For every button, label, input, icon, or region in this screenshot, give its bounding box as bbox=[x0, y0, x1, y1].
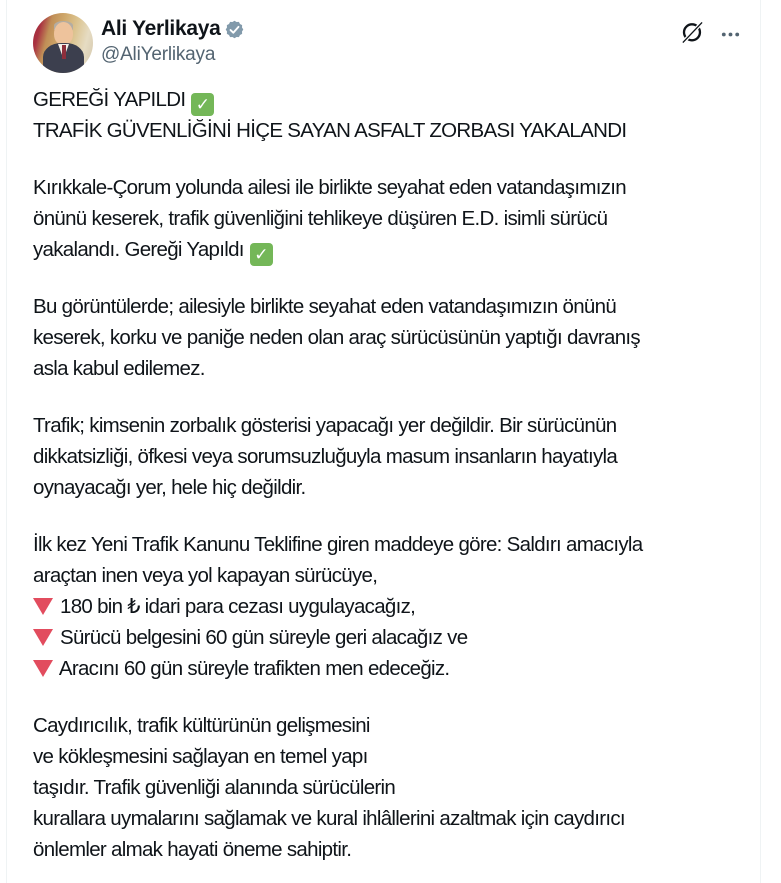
avatar[interactable] bbox=[33, 13, 93, 73]
tweet-text: GEREĞİ YAPILDI bbox=[33, 88, 191, 111]
avatar-face bbox=[54, 22, 73, 45]
tweet-line bbox=[33, 441, 742, 472]
tweet-paragraph bbox=[33, 172, 742, 265]
tweet-line bbox=[33, 710, 742, 741]
tweet-line bbox=[33, 410, 742, 441]
tweet-text: yakalandı. Gereği Yapıldı bbox=[33, 238, 249, 261]
tweet-line bbox=[33, 172, 742, 203]
tweet-line bbox=[33, 622, 742, 653]
user-handle[interactable]: @AliYerlikaya bbox=[101, 44, 216, 65]
tweet-line bbox=[33, 234, 742, 265]
tweet-text: ve kökleşmesini sağlayan en temel yapı bbox=[33, 745, 368, 768]
tweet-text: dikkatsizliği, öfkesi veya sorumsuzluğuyla masum insanların hayatıyla bbox=[33, 445, 618, 468]
tweet-text: taşıdır. Trafik güvenliği alanında sürücülerin bbox=[33, 776, 396, 799]
tweet-text: Trafik; kimsenin zorbalık gösterisi yapacağı yer değildir. Bir sürücünün bbox=[33, 414, 617, 437]
tweet-card bbox=[6, 0, 761, 883]
red-triangle-emoji bbox=[33, 598, 53, 615]
tweet-line bbox=[33, 203, 742, 234]
tweet-line bbox=[33, 322, 742, 353]
header-actions bbox=[679, 13, 742, 46]
tweet-text: asla kabul edilemez. bbox=[33, 357, 205, 380]
tweet-line bbox=[33, 741, 742, 772]
tweet-text: Bu görüntülerde; ailesiyle birlikte seyahat eden vatandaşımızın önünü bbox=[33, 295, 617, 318]
tweet-text: oynayacağı yer, hele hiç değildir. bbox=[33, 476, 306, 499]
tweet-paragraph bbox=[33, 291, 742, 384]
red-triangle-emoji bbox=[33, 660, 53, 677]
avatar-tie bbox=[62, 45, 66, 59]
tweet-text: önlemler almak hayati öneme sahiptir. bbox=[33, 838, 352, 861]
tweet-paragraph bbox=[33, 529, 742, 684]
tweet-text: önünü keserek, trafik güvenliğini tehlikeye düşüren E.D. isimli sürücü bbox=[33, 207, 608, 230]
tweet-text: kurallara uymalarını sağlamak ve kural ihlâllerini azaltmak için caydırıcı bbox=[33, 807, 625, 830]
tweet-line bbox=[33, 529, 742, 560]
display-name[interactable]: Ali Yerlikaya bbox=[101, 17, 221, 40]
tweet-line bbox=[33, 84, 742, 115]
tweet-text: İlk kez Yeni Trafik Kanunu Teklifine giren maddeye göre: Saldırı amacıyla bbox=[33, 533, 643, 556]
tweet-text: araçtan inen veya yol kapayan sürücüye, bbox=[33, 564, 378, 587]
user-identity bbox=[101, 13, 244, 66]
tweet-line bbox=[33, 653, 742, 684]
grok-icon[interactable] bbox=[679, 20, 704, 45]
verified-badge-icon bbox=[225, 20, 244, 39]
tweet-line bbox=[33, 353, 742, 384]
tweet-paragraph bbox=[33, 84, 742, 146]
red-triangle-emoji bbox=[33, 629, 53, 646]
tweet-line bbox=[33, 291, 742, 322]
tweet-paragraph bbox=[33, 710, 742, 865]
tweet-text: TRAFİK GÜVENLİĞİNİ HİÇE SAYAN ASFALT ZORBASI YAKALANDI bbox=[33, 119, 627, 142]
tweet-text: keserek, korku ve paniğe neden olan araç sürücüsünün yaptığı davranış bbox=[33, 326, 640, 349]
tweet-paragraph bbox=[33, 410, 742, 503]
tweet-text: Aracını 60 gün süreyle trafikten men edeceğiz. bbox=[55, 657, 450, 680]
tweet-text: 180 bin ₺ idari para cezası uygulayacağız, bbox=[55, 595, 416, 618]
tweet-text: Caydırıcılık, trafik kültürünün gelişmesini bbox=[33, 714, 370, 737]
tweet-line bbox=[33, 803, 742, 834]
tweet-body bbox=[33, 84, 742, 865]
check-emoji bbox=[250, 243, 273, 266]
tweet-text: Sürücü belgesini 60 gün süreyle geri alacağız ve bbox=[55, 626, 468, 649]
tweet-line bbox=[33, 834, 742, 865]
tweet-line bbox=[33, 591, 742, 622]
tweet-line bbox=[33, 560, 742, 591]
tweet-header bbox=[33, 13, 742, 73]
tweet-line bbox=[33, 115, 742, 146]
check-emoji bbox=[191, 93, 214, 116]
tweet-line bbox=[33, 772, 742, 803]
tweet-line bbox=[33, 472, 742, 503]
tweet-text: Kırıkkale-Çorum yolunda ailesi ile birlikte seyahat eden vatandaşımızın bbox=[33, 176, 626, 199]
more-icon[interactable] bbox=[719, 20, 742, 46]
